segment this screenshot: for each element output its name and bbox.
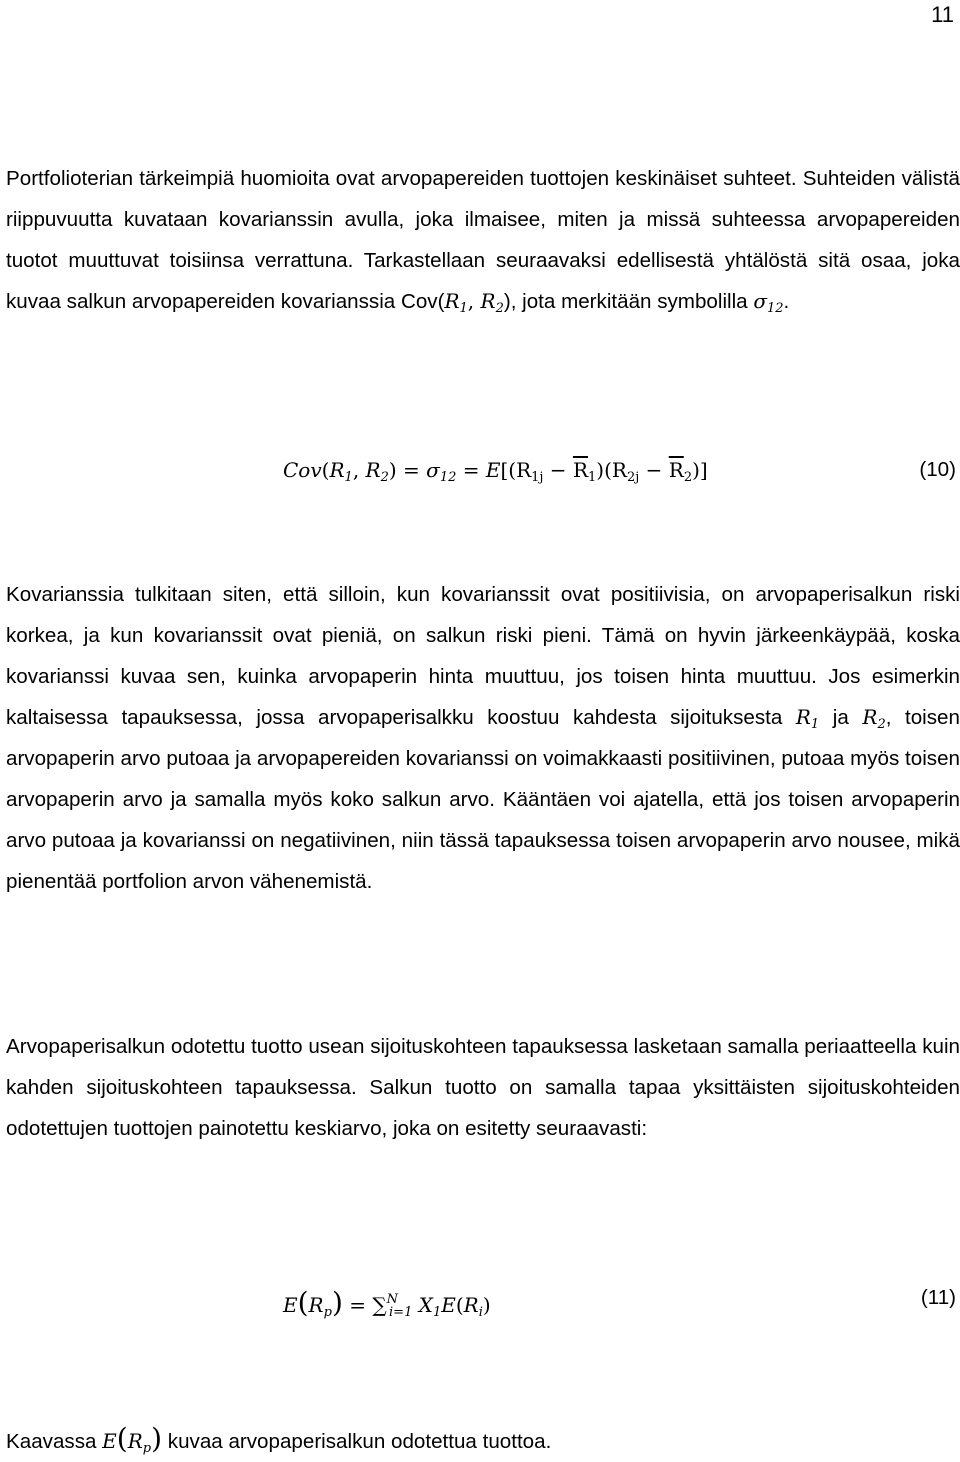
covariance-formula: $Cov(R_1$, $R_2) = \sigma_{12} = E[(R_{1j} - \overline{R}_1)(R_{2j} - \overline{R}_2)]$ — [283, 458, 708, 485]
equation-number-11: (11) — [920, 1286, 956, 1309]
expected-return-formula: $E(R_p) = \sum^N_{i=1}$ $X_1E(R_i)$ — [283, 1286, 491, 1320]
equation-number-10: (10) — [919, 458, 956, 481]
page-number: 11 — [931, 2, 954, 27]
paragraph-formula-explanation: Kaavassa $E(R_p)$ kuvaa arvopaperisalkun odotettua tuottoa. — [6, 1422, 552, 1456]
equation-11 — [0, 1286, 960, 1330]
paragraph-portfolio-theory: Portfolioterian tärkeimpiä huomioita ovat arvopapereiden tuottojen keskinäiset suhteet. Suhteiden välistä riippuvuutta kuvataan kovarianssin avulla, joka ilmaisee, miten ja missä suhteessa arvopapereiden tuotot muuttuvat toisiinsa verrattuna. Tarkastellaan seuraavaksi edellisestä yhtälöstä sitä osaa, joka kuvaa salkun arvopapereiden kovarianssia $Cov(R_1$, $R_2$), jota merkitään symbolilla $\sigma_{12}$. — [6, 167, 960, 316]
paragraph-covariance-interpretation: Kovarianssia tulkitaan siten, että silloin, kun kovarianssit ovat positiivisia, on arvopaperisalkun riski korkea, ja kun kovarianssit ovat pieniä, on salkun riski pieni. Tämä on hyvin järkeenkäypää, koska kovarianssi kuvaa sen, kuinka arvopaperin hinta muuttuu, jos toisen hinta muuttuu. Jos esimerkin kaltaisessa tapauksessa, jossa arvopaperisalkku koostuu kahdesta sijoituksesta $R_1$ ja $R_2$, toisen arvopaperin arvo putoaa ja arvopapereiden kovarianssi on voimakkaasti positiivinen, putoaa myös toisen arvopaperin arvo ja samalla myös koko salkun arvo. Kääntäen voi ajatella, että jos toisen arvopaperin arvo putoaa ja kovarianssi on negatiivinen, niin tässä tapauksessa toisen arvopaperin arvo nousee, mikä pienentää portfolion arvon vähenemistä. — [6, 583, 960, 893]
equation-10 — [0, 458, 960, 502]
sum-symbol: ∑ — [372, 1293, 387, 1317]
paragraph-expected-return: Arvopaperisalkun odotettu tuotto usean sijoituskohteen tapauksessa lasketaan samalla periaatteella kuin kahden sijoituskohteen tapauksessa. Salkun tuotto on samalla tapaa yksittäisten sijoituskohteiden odotettujen tuottojen painotettu keskiarvo, joka on esitetty seuraavasti: — [6, 1035, 960, 1140]
